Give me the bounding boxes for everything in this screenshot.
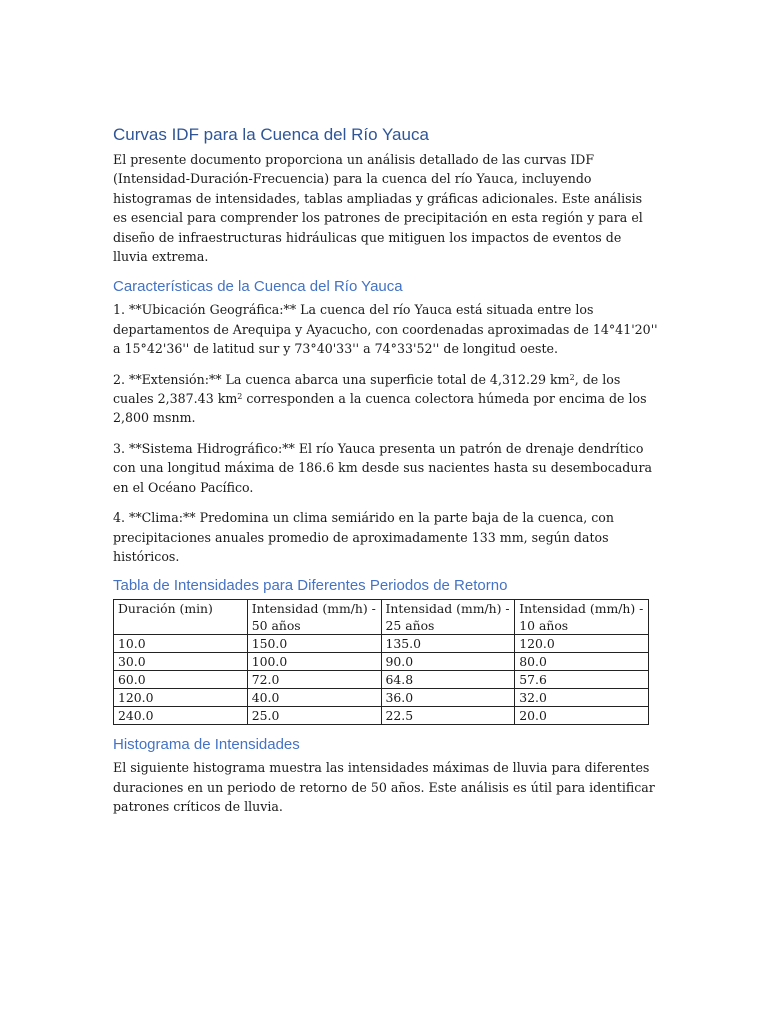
table-heading: Tabla de Intensidades para Diferentes Periodos de Retorno — [113, 577, 508, 595]
table-header-row — [114, 600, 649, 635]
table-cell: 40.0 — [247, 689, 381, 707]
header-cell: Intensidad (mm/h) - 50 años — [247, 600, 381, 635]
characteristic-hydrography: 3. **Sistema Hidrográfico:** El río Yauca presenta un patrón de drenaje dendrítico con una longitud máxima de 186.6 km desde sus nacientes hasta su desembocadura en el Océano Pacífico. — [113, 440, 653, 495]
table-row — [114, 689, 649, 707]
header-cell: Intensidad (mm/h) - 25 años — [381, 600, 515, 635]
table-cell: 90.0 — [381, 653, 515, 671]
table-row — [114, 671, 649, 689]
table-cell: 120.0 — [515, 635, 649, 653]
table-row — [114, 707, 649, 725]
header-cell: Duración (min) — [114, 600, 248, 635]
table-cell: 60.0 — [114, 671, 248, 689]
intro-paragraph: El presente documento proporciona un análisis detallado de las curvas IDF (Intensidad-Duración-Frecuencia) para la cuenca del río Yauca, incluyendo histogramas de intensidades, tablas ampliadas y gráficas adicionales. Este análisis es esencial para comprender los patrones de precipitación en esta región y para el diseño de infraestructuras hidráulicas que mitiguen los impactos de eventos de lluvia extrema. — [113, 152, 643, 265]
table-cell: 10.0 — [114, 635, 248, 653]
table-cell: 80.0 — [515, 653, 649, 671]
table-row — [114, 635, 649, 653]
table-cell: 22.5 — [381, 707, 515, 725]
table-cell: 20.0 — [515, 707, 649, 725]
histogram-heading: Histograma de Intensidades — [113, 736, 300, 754]
table-cell: 30.0 — [114, 653, 248, 671]
table-cell: 100.0 — [247, 653, 381, 671]
table-cell: 25.0 — [247, 707, 381, 725]
table-cell: 120.0 — [114, 689, 248, 707]
characteristic-extension — [113, 370, 658, 428]
header-cell: Intensidad (mm/h) - 10 años — [515, 600, 649, 635]
table-cell: 150.0 — [247, 635, 381, 653]
table-cell: 64.8 — [381, 671, 515, 689]
document-title: Curvas IDF para la Cuenca del Río Yauca — [113, 125, 429, 144]
extension-text-c: corresponden a la cuenca colectora húmeda por encima de los 2,800 msnm. — [113, 391, 647, 426]
table-cell: 57.6 — [515, 671, 649, 689]
table-cell: 72.0 — [247, 671, 381, 689]
histogram-paragraph: El siguiente histograma muestra las intensidades máximas de lluvia para diferentes duraciones en un periodo de retorno de 50 años. Este análisis es útil para identificar patrones críticos de lluvia. — [113, 760, 655, 815]
characteristic-location: 1. **Ubicación Geográfica:** La cuenca del río Yauca está situada entre los departamentos de Arequipa y Ayacucho, con coordenadas aproximadas de 14°41'20'' a 15°42'36'' de latitud sur y 73°40'33'' a 74°33'52'' de longitud oeste. — [113, 302, 658, 357]
table-cell: 135.0 — [381, 635, 515, 653]
characteristics-heading: Características de la Cuenca del Río Yauca — [113, 278, 403, 296]
intensity-table — [113, 599, 649, 725]
superscript-squared: 2 — [569, 372, 575, 382]
extension-text-b: , de los cuales 2,387.43 km — [113, 371, 621, 407]
table-cell: 32.0 — [515, 689, 649, 707]
table-cell: 36.0 — [381, 689, 515, 707]
extension-text-a: 2. **Extensión:** La cuenca abarca una superficie total de 4,312.29 km — [113, 371, 570, 387]
table-row — [114, 653, 649, 671]
characteristic-climate: 4. **Clima:** Predomina un clima semiárido en la parte baja de la cuenca, con precipitaciones anuales promedio de aproximadamente 133 mm, según datos históricos. — [113, 510, 614, 564]
document-page — [113, 124, 658, 828]
table-cell: 240.0 — [114, 707, 248, 725]
superscript-squared: 2 — [237, 392, 243, 402]
